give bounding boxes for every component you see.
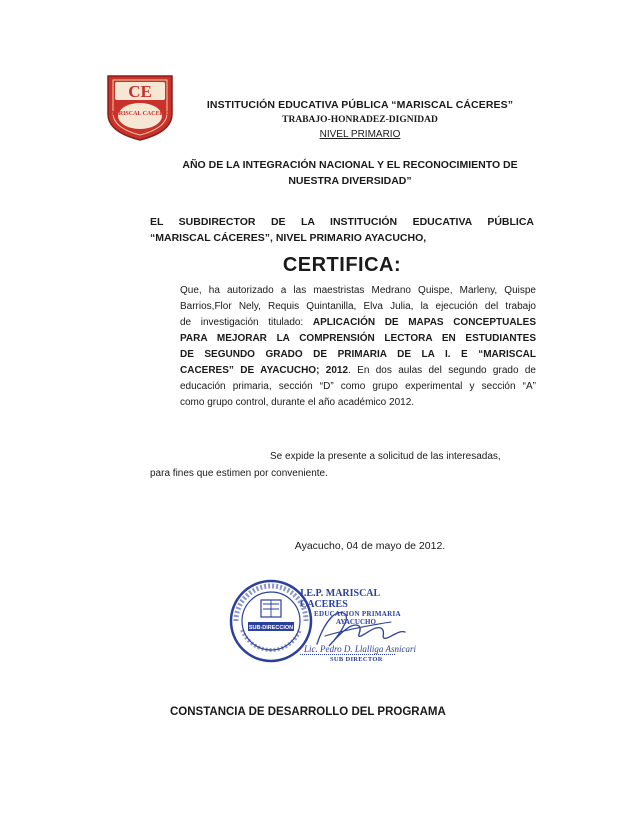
logo-text: MARISCAL CACERES [108, 111, 172, 117]
closing-line2: para fines que estimen por conveniente. [150, 468, 328, 479]
seal-center-text: SUB-DIRECCION [248, 625, 294, 631]
body-line: educación primaria, sección “D” como grupo experimental y sección “A” [180, 381, 536, 392]
stamp-line1: I.E.P. MARISCAL CACERES [300, 588, 380, 610]
thesis-title: APLICACIÓN DE MAPAS CONCEPTUALES [312, 317, 536, 328]
issue-date: Ayacucho, 04 de mayo de 2012. [294, 540, 446, 552]
signature-line [300, 654, 395, 655]
school-logo [102, 72, 178, 142]
logo-letters: CE [128, 82, 152, 101]
body-line [180, 315, 536, 331]
stamp-line3: AYACUCHO [336, 618, 376, 626]
body-line [180, 363, 536, 379]
body-line: Que, ha autorizado a las maestristas Medrano Quispe, Marleny, Quispe [180, 285, 536, 296]
signer-name: Lic. Pedro D. Llalliga Asnicari [304, 644, 417, 654]
body-text: de investigación titulado: [180, 317, 313, 328]
certificate-body [180, 283, 536, 411]
thesis-title: PARA MEJORAR LA COMPRENSIÓN LECTORA EN ESTUDIANTES [180, 333, 536, 344]
year-motto-line2: NUESTRA DIVERSIDAD” [288, 175, 412, 187]
thesis-title: DE SEGUNDO GRADO DE PRIMARIA DE LA I. E “MARISCAL [180, 349, 536, 360]
thesis-title: CACERES” DE AYACUCHO; 2012 [180, 365, 349, 376]
issuer-line2: “MARISCAL CÁCERES”, NIVEL PRIMARIO AYACUCHO, [150, 232, 427, 244]
certifica-heading: CERTIFICA: [282, 254, 402, 276]
stamp-line2: EDUCACION PRIMARIA [314, 610, 401, 618]
school-level [190, 129, 530, 140]
issuer-line1: EL SUBDIRECTOR DE LA INSTITUCIÓN EDUCATIVA PÚBLICA [150, 216, 534, 228]
school-level-text: NIVEL PRIMARIO [319, 129, 401, 140]
body-text: . En dos aulas del segundo grado de [348, 365, 536, 376]
year-motto-line1: AÑO DE LA INTEGRACIÓN NACIONAL Y EL RECONOCIMIENTO DE [182, 159, 518, 171]
signer-role: SUB DIRECTOR [330, 656, 383, 663]
institution-name: INSTITUCIÓN EDUCATIVA PÚBLICA “MARISCAL CÁCERES” [206, 99, 514, 111]
body-line: Barrios,Flor Nely, Requis Quintanilla, Elva Julia, la ejecución del trabajo [180, 301, 536, 312]
institution-motto: TRABAJO-HONRADEZ-DIGNIDAD [282, 115, 438, 125]
body-line: como grupo control, durante el año académico 2012. [180, 397, 415, 408]
closing-line1: Se expide la presente a solicitud de las interesadas, [270, 451, 501, 462]
document-caption: CONSTANCIA DE DESARROLLO DEL PROGRAMA [170, 706, 446, 718]
